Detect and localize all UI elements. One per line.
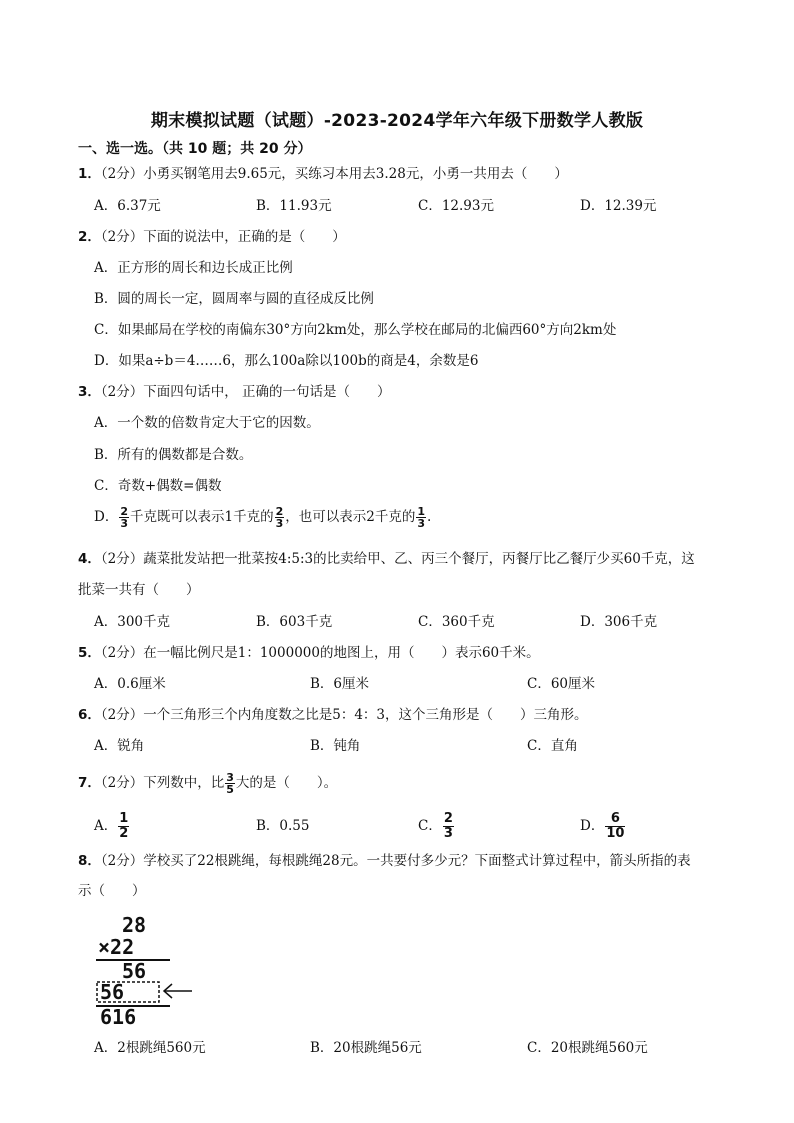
question-text: （2分）小勇买钢笔用去9.65元，买练习本用去3.28元，小勇一共用去（ ） [100, 166, 568, 182]
q1-option-b: B．11.93元 [256, 198, 332, 214]
question-text: 大的是（ ）。 [235, 775, 338, 791]
multiplication-diagram [92, 912, 202, 1032]
question-number: 6． [78, 707, 101, 723]
q6-option-a: A．锐角 [94, 738, 145, 754]
question-8 [78, 852, 691, 870]
fraction: $\frac{1}{3}$ [417, 505, 425, 530]
question-number: 8． [78, 853, 101, 869]
q5-option-b: B．6厘米 [310, 676, 370, 692]
question-4-continued: 批菜一共有（ ） [78, 582, 200, 598]
q6-option-b: B．钝角 [310, 738, 361, 754]
question-4 [78, 550, 695, 568]
fraction: $\frac{1}{2}$ [119, 811, 129, 841]
question-text: （2分）下列数中，比 [100, 775, 225, 791]
q4-option-d: D．306千克 [580, 614, 658, 630]
multiplicand: 28 [122, 913, 147, 937]
q1-option-c: C．12.93元 [418, 198, 494, 214]
question-number: 5． [78, 645, 101, 661]
question-number: 7． [78, 775, 101, 791]
product: 616 [100, 1005, 137, 1029]
q2-option-a: A．正方形的周长和边长成正比例 [94, 260, 293, 276]
question-6 [78, 706, 588, 724]
question-1 [78, 165, 568, 183]
question-8-continued: 示（ ） [78, 883, 146, 899]
question-text: （2分）在一幅比例尺是1：1000000的地图上，用（ ）表示60千米。 [100, 645, 540, 661]
question-number: 1． [78, 166, 101, 182]
q2-option-d: D．如果a÷b＝4……6，那么100a除以100b的商是4，余数是6 [94, 353, 479, 369]
q3-option-b: B．所有的偶数都是合数。 [94, 447, 253, 463]
option-text: 千克既可以表示1千克的 [129, 509, 274, 525]
q5-option-c: C．60厘米 [527, 676, 596, 692]
q3-option-a: A．一个数的倍数肯定大于它的因数。 [94, 415, 320, 431]
option-text: ，也可以表示2千克的 [285, 509, 416, 525]
q8-option-c: C．20根跳绳560元 [527, 1040, 648, 1056]
q5-option-a: A．0.6厘米 [94, 676, 166, 692]
q7-option-b: B．0.55 [256, 818, 310, 834]
fraction: $\frac{3}{5}$ [226, 771, 234, 796]
q3-option-d [94, 506, 431, 529]
section-heading: 一、选一选。（共 10 题；共 20 分） [78, 141, 312, 157]
question-7 [78, 772, 337, 795]
question-text: （2分）学校买了22根跳绳，每根跳绳28元。一共要付多少元？下面整式计算过程中，箭头所指的表 [100, 853, 691, 869]
q8-option-a: A．2根跳绳560元 [94, 1040, 206, 1056]
partial-product-2: 56 [100, 980, 125, 1004]
partial-product-1: 56 [122, 959, 147, 983]
fraction: $\frac{2}{3}$ [120, 505, 128, 530]
q7-option-d: D． $\frac{6}{10}$ [580, 811, 625, 841]
q7-option-a: A． $\frac{1}{2}$ [94, 811, 129, 841]
question-5 [78, 644, 540, 662]
q2-option-c: C．如果邮局在学校的南偏东30°方向2km处，那么学校在邮局的北偏西60°方向2km处 [94, 322, 617, 338]
question-text: （2分）一个三角形三个内角度数之比是5：4：3，这个三角形是（ ）三角形。 [100, 707, 588, 723]
option-text: . [426, 509, 432, 525]
q2-option-b: B．圆的周长一定，圆周率与圆的直径成反比例 [94, 291, 374, 307]
q7-option-c: C． $\frac{2}{3}$ [418, 811, 453, 841]
q1-option-a: A．6.37元 [94, 198, 161, 214]
q3-option-c: C．奇数+偶数=偶数 [94, 478, 222, 494]
fraction: $\frac{6}{10}$ [606, 811, 625, 841]
option-label: D． [94, 509, 119, 525]
question-2 [78, 228, 346, 246]
question-text: （2分）下面四句话中， 正确的一句话是（ ） [100, 384, 391, 400]
q1-option-d: D．12.39元 [580, 198, 657, 214]
multiplier: ×22 [98, 935, 135, 959]
q4-option-a: A．300千克 [94, 614, 171, 630]
q8-option-b: B．20根跳绳56元 [310, 1040, 422, 1056]
question-3 [78, 383, 391, 401]
fraction: $\frac{2}{3}$ [275, 505, 284, 530]
q4-option-b: B．603千克 [256, 614, 333, 630]
page-title: 期末模拟试题（试题）-2023-2024学年六年级下册数学人教版 [150, 111, 644, 131]
question-number: 4． [78, 551, 101, 567]
question-text: （2分）蔬菜批发站把一批菜按4:5:3的比卖给甲、乙、丙三个餐厅，丙餐厅比乙餐厅少买60千克，这 [100, 551, 695, 567]
question-number: 3． [78, 384, 101, 400]
question-number: 2． [78, 229, 101, 245]
q4-option-c: C．360千克 [418, 614, 495, 630]
question-text: （2分）下面的说法中，正确的是（ ） [100, 229, 346, 245]
fraction: $\frac{2}{3}$ [443, 811, 453, 841]
q6-option-c: C．直角 [527, 738, 578, 754]
